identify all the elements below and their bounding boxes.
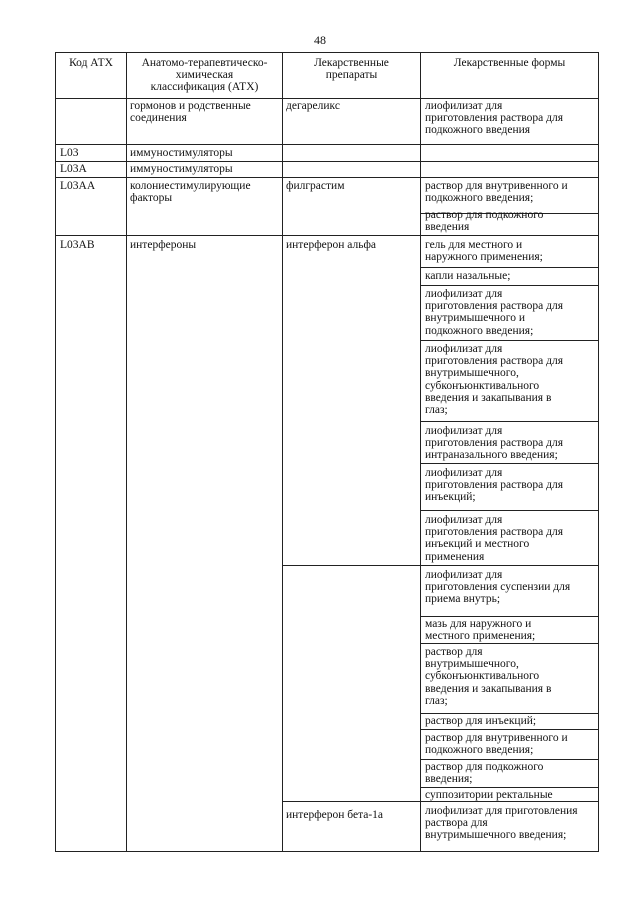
row-form: лиофилизат для приготовления раствора для подкожного введения [425,100,563,137]
page-number: 48 [314,33,326,47]
form-divider [420,759,598,760]
header-drugs: Лекарственные препараты [314,57,389,82]
form-divider [420,340,598,341]
col-divider-3 [420,53,421,851]
header-code: Код АТХ [69,57,113,69]
form-divider [420,787,598,788]
row-form: суппозитории ректальные [425,789,553,801]
form-divider [420,616,598,617]
row-drug: филграстим [286,180,345,192]
row-divider-5 [282,565,598,566]
row-form: раствор для внутривенного и подкожного введения; [425,732,568,757]
form-divider [420,267,598,268]
row-drug: интерферон бета-1a [286,809,384,821]
row-code: L03AB [60,239,95,251]
form-divider [420,285,598,286]
header-forms: Лекарственные формы [453,57,566,69]
form-divider [420,463,598,464]
row-class: колониестимулирующие факторы [130,180,251,205]
row-divider-header [56,98,598,99]
row-form: раствор для подкожного введения; [425,761,544,786]
row-form: раствор для инъекций; [425,715,537,727]
row-form: лиофилизат для приготовления суспензии для приема внутрь; [425,569,571,606]
col-divider-2 [282,53,283,851]
row-divider-4 [56,235,598,236]
row-code: L03AA [60,180,96,192]
row-class: иммуностимуляторы [130,147,233,159]
row-form: лиофилизат для приготовления раствора для инъекций; [425,467,563,504]
row-form: лиофилизат для приготовления раствора для внутримышечного и подкожного введения; [425,288,563,337]
row-divider-1 [56,144,598,145]
col-divider-1 [126,53,127,851]
row-form: раствор для подкожного введения [425,209,544,234]
form-divider [420,713,598,714]
atc-table [55,52,599,852]
row-form: лиофилизат для приготовления раствора для внутримышечного введения; [425,805,578,842]
row-class: иммуностимуляторы [130,163,233,175]
row-form: лиофилизат для приготовления раствора для интраназального введения; [425,425,563,462]
row-form: раствор для внутривенного и подкожного введения; [425,180,568,205]
form-divider [420,510,598,511]
row-divider-2 [56,161,598,162]
form-divider [420,643,598,644]
row-drug: интерферон альфа [286,239,377,251]
row-form: раствор для внутримышечного, субконъюнктивального введения и закапывания в глаз; [425,646,552,707]
form-divider [420,421,598,422]
row-form: капли назальные; [425,270,511,282]
row-class: интерфероны [130,239,197,251]
row-divider-3 [56,177,598,178]
row-code: L03A [60,163,87,175]
row-code: L03 [60,147,79,159]
row-class: гормонов и родственные соединения [130,100,251,125]
form-divider [420,729,598,730]
header-classification: Анатомо-терапевтическо- химическая классификация (АТХ) [141,57,268,94]
row-form: мазь для наружного и местного применения; [425,618,536,643]
row-form: лиофилизат для приготовления раствора для внутримышечного, субконъюнктивального введения и закапывания в глаз; [425,343,563,417]
row-form: гель для местного и наружного применения; [425,239,543,264]
row-form: лиофилизат для приготовления раствора для инъекций и местного применения [425,514,563,563]
row-drug: дегареликс [286,100,340,112]
